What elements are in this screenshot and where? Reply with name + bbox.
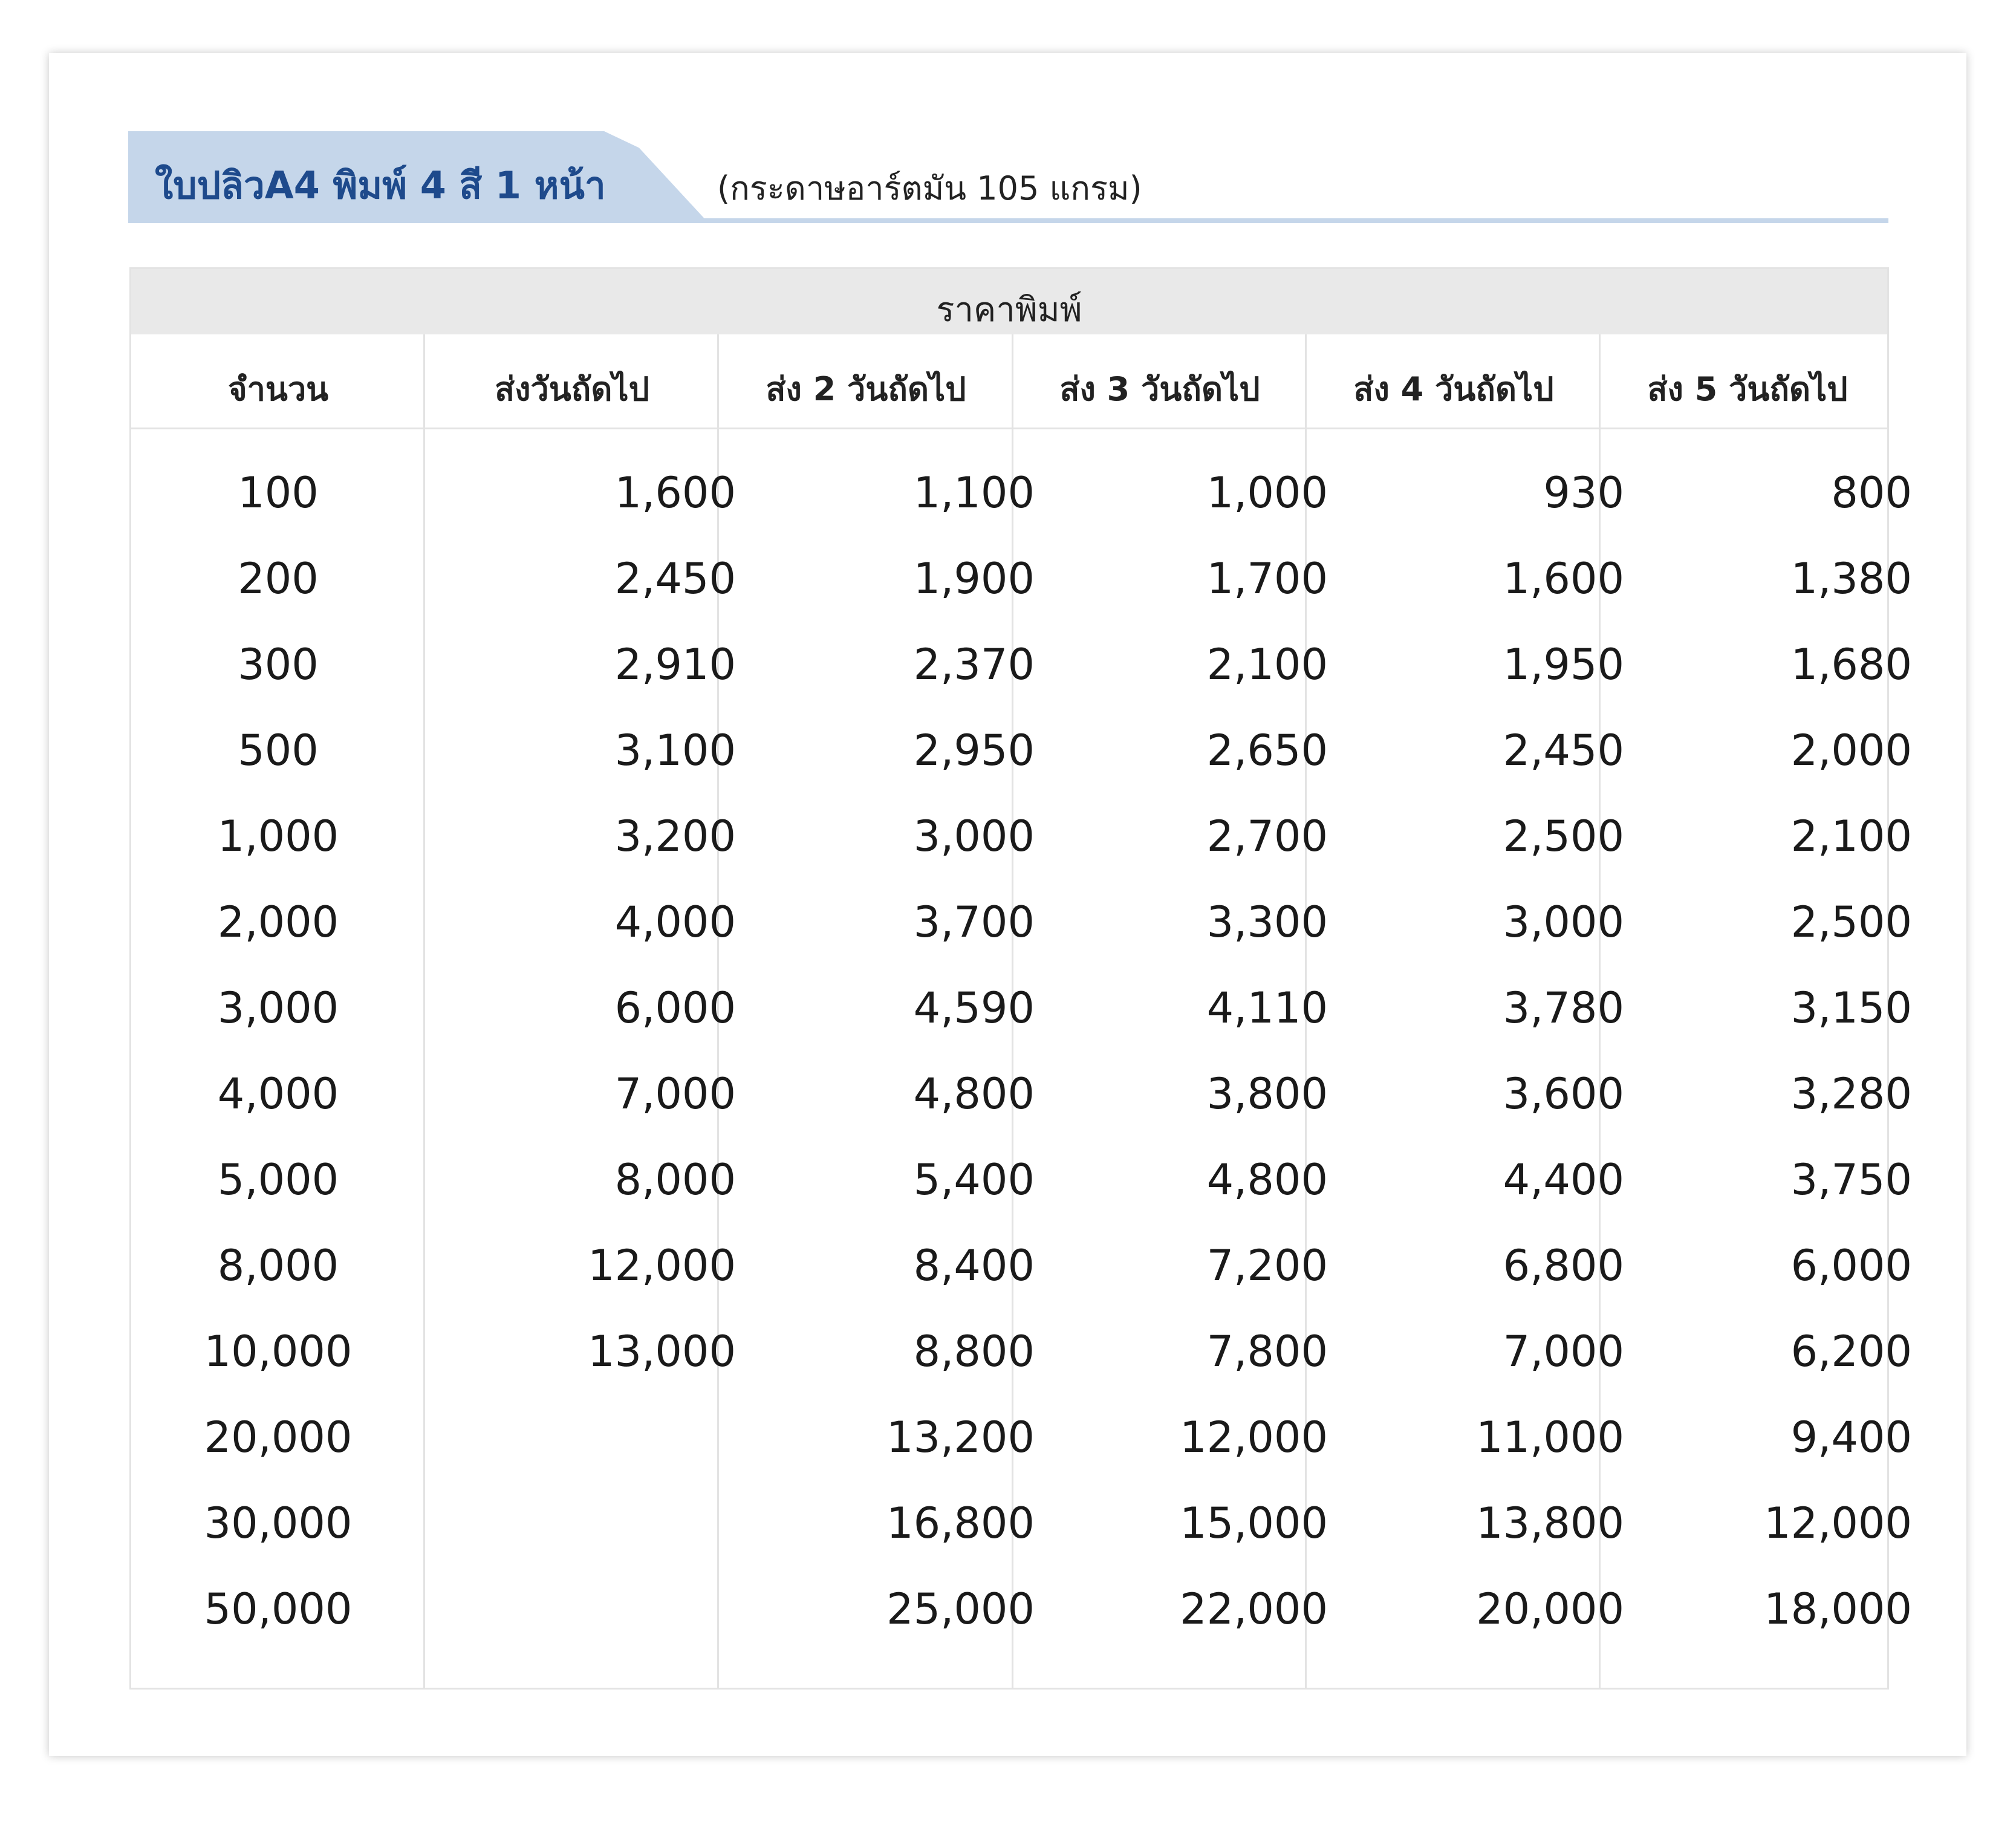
five-day-price-cell: 3,750 (1790, 1155, 1912, 1205)
header-3-days: ส่ง 3 วันถัดไป (1059, 370, 1260, 408)
quantity-cell: 10,000 (204, 1327, 353, 1376)
next-day-price-cell: 3,100 (614, 726, 736, 775)
paper-spec: (กระดาษอาร์ตมัน 105 แกรม) (717, 169, 1142, 207)
four-day-price-cell: 7,000 (1503, 1327, 1624, 1376)
two-day-price-cell: 2,950 (913, 726, 1035, 775)
next-day-price-cell: 4,000 (614, 897, 736, 947)
table-head-band (131, 269, 1887, 334)
header-divider (131, 428, 1887, 429)
five-day-price-cell: 800 (1831, 468, 1912, 518)
next-day-price-cell: 3,200 (614, 812, 736, 861)
two-day-price-cell: 13,200 (886, 1413, 1035, 1462)
two-day-price-cell: 16,800 (886, 1498, 1035, 1548)
three-day-price-cell: 12,000 (1180, 1413, 1328, 1462)
four-day-price-cell: 4,400 (1503, 1155, 1624, 1205)
four-day-price-cell: 20,000 (1476, 1584, 1624, 1634)
four-day-price-cell: 3,780 (1503, 983, 1624, 1033)
quantity-cell: 300 (238, 640, 319, 689)
four-day-price-cell: 3,600 (1503, 1069, 1624, 1119)
title-underline (701, 218, 1888, 223)
next-day-price-cell: 13,000 (588, 1327, 736, 1376)
four-day-price-cell: 13,800 (1476, 1498, 1624, 1548)
quantity-cell: 4,000 (217, 1069, 339, 1119)
three-day-price-cell: 1,000 (1206, 468, 1328, 518)
four-day-price-cell: 930 (1543, 468, 1624, 518)
five-day-price-cell: 3,150 (1790, 983, 1912, 1033)
three-day-price-cell: 4,110 (1206, 983, 1328, 1033)
page-title: ใบปลิวA4 พิมพ์ 4 สี 1 หน้า (155, 163, 606, 207)
two-day-price-cell: 25,000 (886, 1584, 1035, 1634)
three-day-price-cell: 2,650 (1206, 726, 1328, 775)
header-4-days: ส่ง 4 วันถัดไป (1353, 370, 1554, 408)
quantity-cell: 8,000 (217, 1241, 339, 1290)
five-day-price-cell: 6,000 (1790, 1241, 1912, 1290)
four-day-price-cell: 2,500 (1503, 812, 1624, 861)
three-day-price-cell: 2,700 (1206, 812, 1328, 861)
next-day-price-cell: 1,600 (614, 468, 736, 518)
quantity-cell: 100 (238, 468, 319, 518)
quantity-cell: 1,000 (217, 812, 339, 861)
five-day-price-cell: 1,680 (1790, 640, 1912, 689)
five-day-price-cell: 12,000 (1764, 1498, 1912, 1548)
header-2-days: ส่ง 2 วันถัดไป (766, 370, 966, 408)
header-next-day: ส่งวันถัดไป (495, 370, 649, 408)
next-day-price-cell: 6,000 (614, 983, 736, 1033)
two-day-price-cell: 8,800 (913, 1327, 1035, 1376)
two-day-price-cell: 8,400 (913, 1241, 1035, 1290)
quantity-cell: 20,000 (204, 1413, 353, 1462)
five-day-price-cell: 2,100 (1790, 812, 1912, 861)
three-day-price-cell: 22,000 (1180, 1584, 1328, 1634)
quantity-cell: 3,000 (217, 983, 339, 1033)
four-day-price-cell: 1,950 (1503, 640, 1624, 689)
price-band-label: ราคาพิมพ์ (936, 290, 1082, 330)
quantity-cell: 30,000 (204, 1498, 353, 1548)
two-day-price-cell: 3,700 (913, 897, 1035, 947)
five-day-price-cell: 6,200 (1790, 1327, 1912, 1376)
price-table (129, 267, 1912, 1690)
three-day-price-cell: 3,800 (1206, 1069, 1328, 1119)
two-day-price-cell: 1,100 (913, 468, 1035, 518)
three-day-price-cell: 1,700 (1206, 554, 1328, 603)
quantity-cell: 200 (238, 554, 319, 603)
five-day-price-cell: 18,000 (1764, 1584, 1912, 1634)
header-quantity: จำนวน (227, 370, 329, 408)
next-day-price-cell: 12,000 (588, 1241, 736, 1290)
five-day-price-cell: 2,000 (1790, 726, 1912, 775)
next-day-price-cell: 2,450 (614, 554, 736, 603)
five-day-price-cell: 3,280 (1790, 1069, 1912, 1119)
two-day-price-cell: 1,900 (913, 554, 1035, 603)
quantity-cell: 2,000 (217, 897, 339, 947)
next-day-price-cell: 8,000 (614, 1155, 736, 1205)
three-day-price-cell: 15,000 (1180, 1498, 1328, 1548)
four-day-price-cell: 3,000 (1503, 897, 1624, 947)
two-day-price-cell: 3,000 (913, 812, 1035, 861)
two-day-price-cell: 5,400 (913, 1155, 1035, 1205)
four-day-price-cell: 2,450 (1503, 726, 1624, 775)
three-day-price-cell: 3,300 (1206, 897, 1328, 947)
next-day-price-cell: 2,910 (614, 640, 736, 689)
four-day-price-cell: 11,000 (1476, 1413, 1624, 1462)
five-day-price-cell: 1,380 (1790, 554, 1912, 603)
three-day-price-cell: 7,200 (1206, 1241, 1328, 1290)
four-day-price-cell: 1,600 (1503, 554, 1624, 603)
two-day-price-cell: 2,370 (913, 640, 1035, 689)
header-5-days: ส่ง 5 วันถัดไป (1647, 370, 1848, 408)
three-day-price-cell: 4,800 (1206, 1155, 1328, 1205)
two-day-price-cell: 4,800 (913, 1069, 1035, 1119)
five-day-price-cell: 9,400 (1790, 1413, 1912, 1462)
quantity-cell: 50,000 (204, 1584, 353, 1634)
five-day-price-cell: 2,500 (1790, 897, 1912, 947)
quantity-cell: 500 (238, 726, 319, 775)
quantity-cell: 5,000 (217, 1155, 339, 1205)
two-day-price-cell: 4,590 (913, 983, 1035, 1033)
three-day-price-cell: 7,800 (1206, 1327, 1328, 1376)
three-day-price-cell: 2,100 (1206, 640, 1328, 689)
next-day-price-cell: 7,000 (614, 1069, 736, 1119)
four-day-price-cell: 6,800 (1503, 1241, 1624, 1290)
